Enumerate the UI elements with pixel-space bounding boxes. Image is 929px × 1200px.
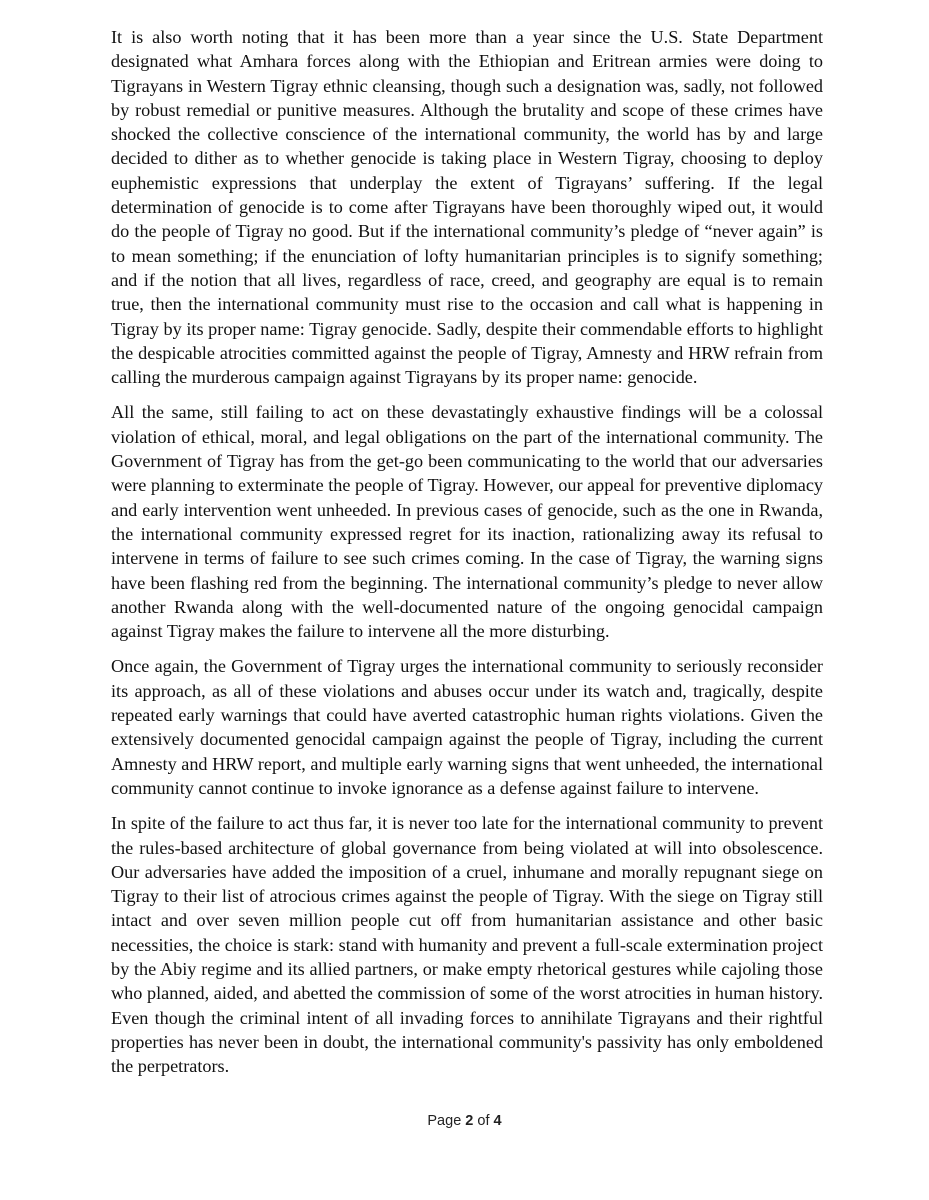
page-number-footer: [0, 1113, 929, 1129]
paragraph-3: Once again, the Government of Tigray urges the international community to seriously reconsider its approach, as all of these violations and abuses occur under its watch and, tragically, despite repeated early warnings that could have averted catastrophic human rights violations. Given the extensively documented genocidal campaign against the people of Tigray, including the current Amnesty and HRW report, and multiple early warning signs that went unheeded, the international community cannot continue to invoke ignorance as a defense against failure to intervene.: [111, 656, 823, 798]
paragraph-4: In spite of the failure to act thus far, it is never too late for the international community to prevent the rules-based architecture of global governance from being violated at will into obsolescence. Our adversaries have added the imposition of a cruel, inhumane and morally repugnant siege on Tigray to their list of atrocious crimes against the people of Tigray. With the siege on Tigray still intact and over seven million people cut off from humanitarian assistance and other basic necessities, the choice is stark: stand with humanity and prevent a full-scale extermination project by the Abiy regime and its allied partners, or make empty rhetorical gestures while cajoling those who planned, aided, and abetted the commission of some of the worst atrocities in human history. Even though the criminal intent of all invading forces to annihilate Tigrayans and their rightful properties has never been in doubt, the international community's passivity has only emboldened the perpetrators.: [111, 813, 823, 1077]
document-body: [111, 25, 823, 1089]
paragraph-1: It is also worth noting that it has been more than a year since the U.S. State Department designated what Amhara forces along with the Ethiopian and Eritrean armies were doing to Tigrayans in Western Tigray ethnic cleansing, though such a designation was, sadly, not followed by robust remedial or punitive measures. Although the brutality and scope of these crimes have shocked the collective conscience of the international community, the world has by and large decided to dither as to whether genocide is taking place in Western Tigray, choosing to deploy euphemistic expressions that underplay the extent of Tigrayans’ suffering. If the legal determination of genocide is to come after Tigrayans have been thoroughly wiped out, it would do the people of Tigray no good. But if the international community’s pledge of “never again” is to mean something; if the enunciation of lofty humanitarian principles is to signify something; and if the notion that all lives, regardless of race, creed, and geography are equal is to remain true, then the international community must rise to the occasion and call what is happening in Tigray by its proper name: Tigray genocide. Sadly, despite their commendable efforts to highlight the despicable atrocities committed against the people of Tigray, Amnesty and HRW refrain from calling the murderous campaign against Tigrayans by its proper name: genocide.: [111, 27, 823, 388]
page-label: Page: [427, 1113, 462, 1129]
total-pages-number: 4: [493, 1113, 502, 1129]
page-separator: of: [477, 1113, 490, 1129]
current-page-number: 2: [465, 1113, 474, 1129]
paragraph-2: All the same, still failing to act on these devastatingly exhaustive findings will be a colossal violation of ethical, moral, and legal obligations on the part of the international community. The Government of Tigray has from the get-go been communicating to the world that our adversaries were planning to exterminate the people of Tigray. However, our appeal for preventive diplomacy and early intervention went unheeded. In previous cases of genocide, such as the one in Rwanda, the international community expressed regret for its inaction, rationalizing away its refusal to intervene in terms of failure to see such crimes coming. In the case of Tigray, the warning signs have been flashing red from the beginning. The international community’s pledge to never allow another Rwanda along with the well-documented nature of the ongoing genocidal campaign against Tigray makes the failure to intervene all the more disturbing.: [111, 402, 823, 642]
